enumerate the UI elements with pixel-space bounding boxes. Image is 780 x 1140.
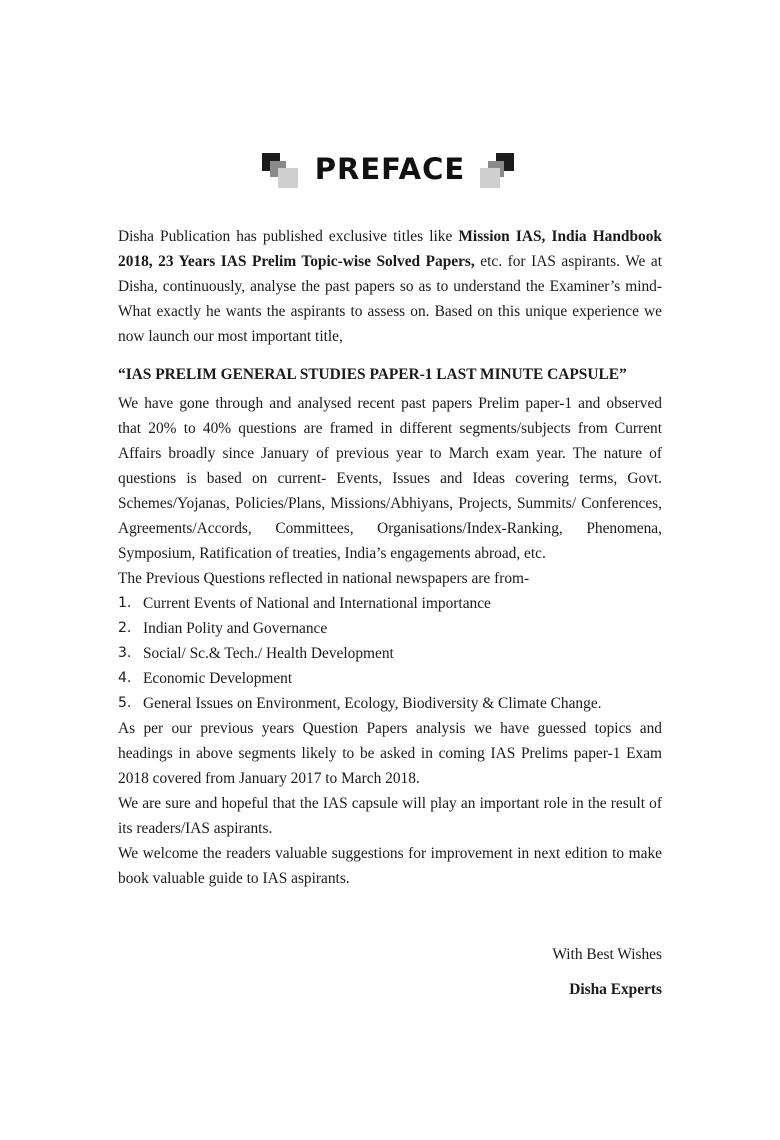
list-item-text: Social/ Sc.& Tech./ Health Development [143, 645, 394, 662]
intro-paragraph [118, 224, 662, 349]
page-title: PREFACE [314, 152, 466, 186]
intro-text-end: etc. for IAS aspirants. We at Disha, continuously, analyse the past papers so as to understand the Examiner’s mind- What exactly he wants the aspirants to assess on. Based on this unique experience we now launch our most important title, [118, 253, 662, 345]
list-intro: The Previous Questions reflected in national newspapers are from- [118, 570, 530, 587]
list-item-number: 1. [118, 595, 132, 611]
topic-list [118, 591, 662, 716]
list-item [118, 666, 662, 691]
sign-off [552, 942, 662, 1002]
list-item-text: General Issues on Environment, Ecology, Biodiversity & Climate Change. [143, 695, 602, 712]
list-item-text: Current Events of National and International importance [143, 595, 491, 612]
hope-paragraph: We are sure and hopeful that the IAS capsule will play an important role in the result of its readers/IAS aspirants. [118, 795, 662, 837]
intro-bold-titles: Mission IAS, India Handbook 2018, 23 Years IAS Prelim Topic-wise Solved Papers, [118, 228, 662, 270]
intro-text-start: Disha Publication has published exclusive titles like [118, 228, 459, 245]
best-wishes: With Best Wishes [552, 946, 662, 963]
analysis-paragraph: We have gone through and analysed recent past papers Prelim paper-1 and observed that 20% to 40% questions are framed in different segments/subjects from Current Affairs broadly since January of previous year to March exam year. The nature of questions is based on current- Events, Issues and Ideas covering terms, Govt. Schemes/Yojanas, Policies/Plans, Missions/Abhiyans, Projects, Summits/ Conferences, Agreements/Accords, Committees, Organisations/Index-Ranking, Phenomena, Symposium, Ratification of treaties, India’s engagements abroad, etc. [118, 395, 662, 562]
decorative-squares-left-icon [260, 151, 300, 191]
list-item-text: Economic Development [143, 670, 293, 687]
capsule-heading: “IAS PRELIM GENERAL STUDIES PAPER-1 LAST MINUTE CAPSULE” [118, 366, 627, 383]
list-item-number: 3. [118, 645, 132, 661]
signoff-author: Disha Experts [569, 981, 662, 998]
title-block [0, 150, 780, 190]
list-item [118, 641, 662, 666]
list-item-number: 5. [118, 695, 132, 711]
list-item [118, 616, 662, 641]
list-item [118, 591, 662, 616]
list-item-text: Indian Polity and Governance [143, 620, 328, 637]
preface-body [118, 224, 662, 891]
decorative-squares-right-icon [478, 151, 518, 191]
list-item-number: 2. [118, 620, 132, 636]
welcome-paragraph: We welcome the readers valuable suggestions for improvement in next edition to make book valuable guide to IAS aspirants. [118, 845, 662, 887]
list-item [118, 691, 662, 716]
list-item-number: 4. [118, 670, 132, 686]
guess-paragraph: As per our previous years Question Papers analysis we have guessed topics and headings in above segments likely to be asked in coming IAS Prelims paper-1 Exam 2018 covered from January 2017 to March 2018. [118, 720, 662, 787]
